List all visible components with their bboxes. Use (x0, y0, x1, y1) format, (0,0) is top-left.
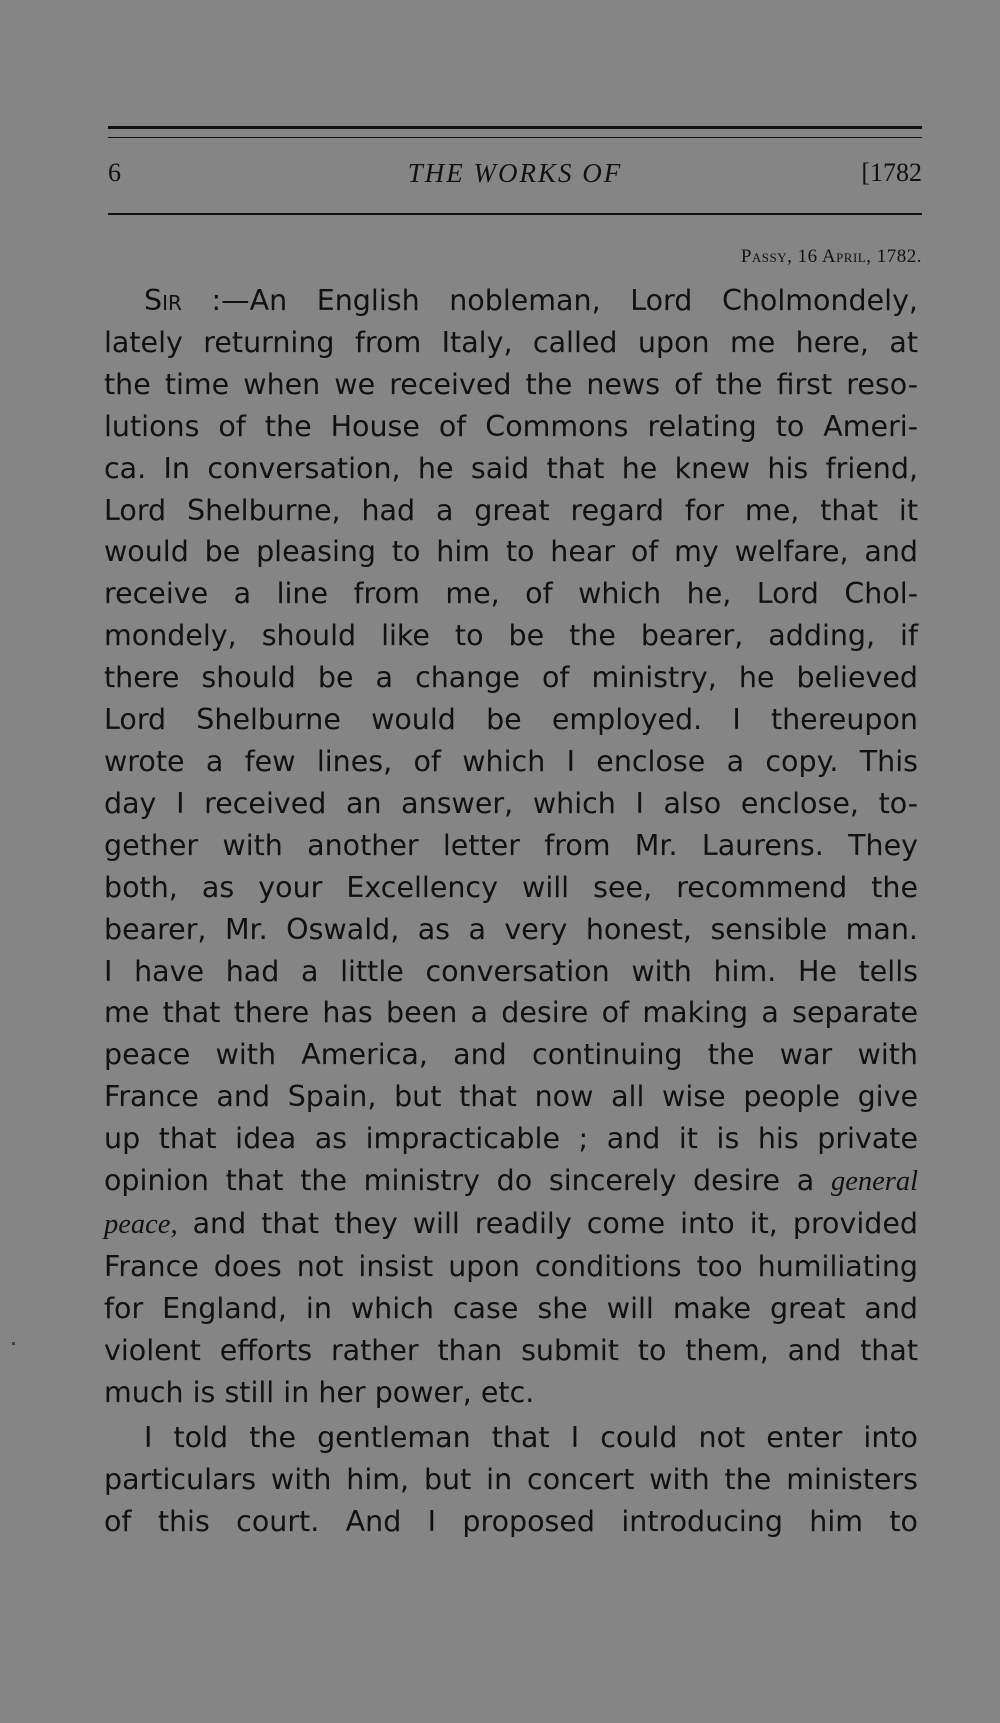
header-rule-bottom (108, 213, 922, 215)
text-line: the time when we received the news of the first reso- (104, 367, 918, 401)
running-title: THE WORKS OF (407, 158, 623, 188)
text-line: France does not insist upon conditions too humiliating (104, 1249, 918, 1283)
running-year: [1782 (861, 158, 922, 187)
margin-speck (12, 1342, 15, 1345)
text-span: :—An English nobleman, Lord Cholmondely, (181, 284, 918, 317)
text-line: I told the gentleman that I could not enter into (144, 1421, 918, 1455)
paragraph-1 (104, 280, 918, 1413)
italic-emphasis: general (830, 1166, 918, 1198)
italic-emphasis: peace, (104, 1208, 178, 1240)
text-line: ca. In conversation, he said that he knew his friend, (104, 451, 918, 485)
text-line (104, 280, 918, 322)
text-line: lately returning from Italy, called upon me here, at (104, 325, 918, 359)
text-line: particulars with him, but in concert with the ministers (104, 1463, 918, 1497)
text-line: France and Spain, but that now all wise people give (104, 1080, 918, 1114)
text-line: day I received an answer, which I also enclose, to- (104, 786, 918, 820)
page-number: 6 (108, 158, 121, 187)
text-line: would be pleasing to him to hear of my welfare, and (104, 535, 918, 569)
text-line: I have had a little conversation with him. He tells (104, 954, 918, 988)
text-span: opinion that the ministry do sincerely desire a (104, 1164, 831, 1198)
text-line: violent efforts rather than submit to them, and that (104, 1333, 918, 1367)
text-line: receive a line from me, of which he, Lord Chol- (104, 577, 918, 611)
text-line: me that there has been a desire of making a separate (104, 996, 918, 1030)
text-line: up that idea as impracticable ; and it is his private (104, 1122, 918, 1156)
text-line: for England, in which case she will make great and (104, 1291, 918, 1325)
text-line (104, 1160, 918, 1203)
text-line: peace with America, and continuing the war with (104, 1038, 918, 1072)
salutation: Sir (144, 284, 182, 317)
text-line: mondely, should like to be the bearer, adding, if (104, 619, 918, 653)
text-line: there should be a change of ministry, he believed (104, 661, 918, 695)
text-line: much is still in her power, etc. (104, 1375, 535, 1409)
text-line: Lord Shelburne, had a great regard for me, that it (104, 493, 918, 527)
header-rule-top (108, 126, 922, 129)
text-line: gether with another letter from Mr. Laurens. They (104, 828, 918, 862)
paragraph-2 (104, 1417, 918, 1543)
text-line: Lord Shelburne would be employed. I thereupon (104, 703, 918, 737)
header-rule-thin (108, 137, 922, 138)
text-line: wrote a few lines, of which I enclose a copy. This (104, 744, 918, 778)
text-span: and that they will readily come into it, provided (177, 1206, 918, 1240)
text-line: lutions of the House of Commons relating to Ameri- (104, 409, 918, 443)
text-line: of this court. And I proposed introducing him to (104, 1505, 918, 1539)
text-line: both, as your Excellency will see, recommend the (104, 870, 918, 904)
letter-body (104, 280, 918, 1543)
running-header (108, 158, 922, 198)
text-line: bearer, Mr. Oswald, as a very honest, sensible man. (104, 912, 918, 946)
letter-dateline: Passy, 16 April, 1782. (740, 246, 922, 267)
text-line (104, 1203, 918, 1246)
